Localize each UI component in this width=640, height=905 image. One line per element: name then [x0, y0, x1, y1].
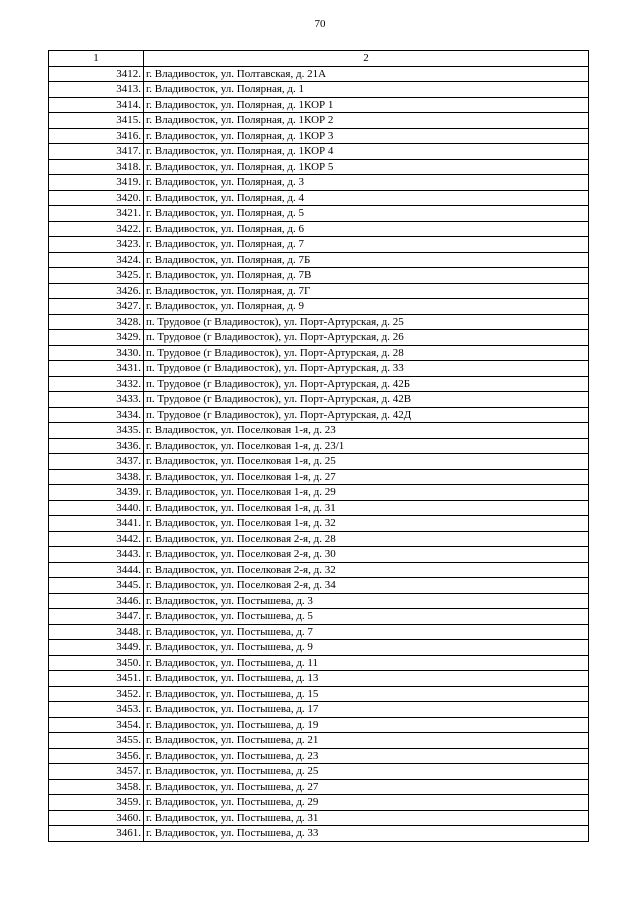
row-number: 3450. — [49, 655, 144, 671]
table-row — [49, 500, 589, 516]
row-number: 3430. — [49, 345, 144, 361]
row-number: 3435. — [49, 423, 144, 439]
table-row — [49, 826, 589, 842]
table-row — [49, 407, 589, 423]
row-number: 3449. — [49, 640, 144, 656]
row-address: г. Владивосток, ул. Полярная, д. 1КОР 2 — [144, 113, 589, 129]
row-address: г. Владивосток, ул. Полтавская, д. 21А — [144, 66, 589, 82]
page-number: 70 — [314, 18, 326, 30]
row-address: г. Владивосток, ул. Поселковая 1-я, д. 25 — [144, 454, 589, 470]
row-number: 3416. — [49, 128, 144, 144]
table-row — [49, 609, 589, 625]
row-number: 3423. — [49, 237, 144, 253]
row-number: 3439. — [49, 485, 144, 501]
header-row — [49, 51, 589, 67]
row-address: г. Владивосток, ул. Постышева, д. 27 — [144, 779, 589, 795]
row-address: г. Владивосток, ул. Полярная, д. 1КОР 3 — [144, 128, 589, 144]
row-number: 3461. — [49, 826, 144, 842]
row-address: п. Трудовое (г Владивосток), ул. Порт-Артурская, д. 42В — [144, 392, 589, 408]
row-number: 3453. — [49, 702, 144, 718]
row-number: 3447. — [49, 609, 144, 625]
table-row — [49, 66, 589, 82]
row-number: 3434. — [49, 407, 144, 423]
row-number: 3421. — [49, 206, 144, 222]
row-address: г. Владивосток, ул. Постышева, д. 9 — [144, 640, 589, 656]
row-address: г. Владивосток, ул. Полярная, д. 5 — [144, 206, 589, 222]
row-address: г. Владивосток, ул. Постышева, д. 15 — [144, 686, 589, 702]
row-address: г. Владивосток, ул. Постышева, д. 31 — [144, 810, 589, 826]
table-row — [49, 283, 589, 299]
row-address: г. Владивосток, ул. Полярная, д. 1 — [144, 82, 589, 98]
row-number: 3459. — [49, 795, 144, 811]
table-row — [49, 206, 589, 222]
row-address: г. Владивосток, ул. Постышева, д. 5 — [144, 609, 589, 625]
row-address: г. Владивосток, ул. Постышева, д. 13 — [144, 671, 589, 687]
row-address: г. Владивосток, ул. Полярная, д. 9 — [144, 299, 589, 315]
table-row — [49, 345, 589, 361]
table-row — [49, 97, 589, 113]
row-address: г. Владивосток, ул. Полярная, д. 4 — [144, 190, 589, 206]
table-body — [49, 66, 589, 841]
table-row — [49, 361, 589, 377]
table-header — [49, 51, 589, 67]
row-number: 3412. — [49, 66, 144, 82]
table-row — [49, 423, 589, 439]
table-row — [49, 779, 589, 795]
row-address: г. Владивосток, ул. Постышева, д. 21 — [144, 733, 589, 749]
row-number: 3422. — [49, 221, 144, 237]
row-address: г. Владивосток, ул. Поселковая 2-я, д. 28 — [144, 531, 589, 547]
row-address: г. Владивосток, ул. Полярная, д. 3 — [144, 175, 589, 191]
row-address: г. Владивосток, ул. Полярная, д. 1КОР 5 — [144, 159, 589, 175]
table-row — [49, 624, 589, 640]
row-address: г. Владивосток, ул. Постышева, д. 23 — [144, 748, 589, 764]
table-row — [49, 516, 589, 532]
row-number: 3457. — [49, 764, 144, 780]
row-address: г. Владивосток, ул. Постышева, д. 33 — [144, 826, 589, 842]
row-address: п. Трудовое (г Владивосток), ул. Порт-Артурская, д. 26 — [144, 330, 589, 346]
table-row — [49, 578, 589, 594]
table-row — [49, 314, 589, 330]
row-number: 3420. — [49, 190, 144, 206]
table-row — [49, 547, 589, 563]
row-number: 3417. — [49, 144, 144, 160]
row-number: 3455. — [49, 733, 144, 749]
row-number: 3460. — [49, 810, 144, 826]
row-number: 3451. — [49, 671, 144, 687]
row-address: г. Владивосток, ул. Полярная, д. 6 — [144, 221, 589, 237]
row-number: 3437. — [49, 454, 144, 470]
table-row — [49, 128, 589, 144]
row-address: г. Владивосток, ул. Постышева, д. 25 — [144, 764, 589, 780]
table-row — [49, 144, 589, 160]
row-number: 3446. — [49, 593, 144, 609]
table-row — [49, 640, 589, 656]
row-address: г. Владивосток, ул. Поселковая 2-я, д. 30 — [144, 547, 589, 563]
row-number: 3441. — [49, 516, 144, 532]
row-address: г. Владивосток, ул. Полярная, д. 7Б — [144, 252, 589, 268]
table-row — [49, 733, 589, 749]
table-row — [49, 252, 589, 268]
table-row — [49, 190, 589, 206]
row-number: 3429. — [49, 330, 144, 346]
table-row — [49, 593, 589, 609]
row-number: 3425. — [49, 268, 144, 284]
table-row — [49, 82, 589, 98]
table-row — [49, 764, 589, 780]
row-address: г. Владивосток, ул. Поселковая 1-я, д. 31 — [144, 500, 589, 516]
row-number: 3426. — [49, 283, 144, 299]
row-number: 3418. — [49, 159, 144, 175]
header-col-number: 1 — [49, 51, 144, 67]
row-number: 3414. — [49, 97, 144, 113]
table-row — [49, 810, 589, 826]
table-row — [49, 438, 589, 454]
table-row — [49, 175, 589, 191]
row-number: 3419. — [49, 175, 144, 191]
table-row — [49, 531, 589, 547]
table-row — [49, 237, 589, 253]
row-address: г. Владивосток, ул. Полярная, д. 1КОР 4 — [144, 144, 589, 160]
row-address: г. Владивосток, ул. Поселковая 2-я, д. 34 — [144, 578, 589, 594]
row-number: 3431. — [49, 361, 144, 377]
row-number: 3458. — [49, 779, 144, 795]
table-row — [49, 221, 589, 237]
row-address: г. Владивосток, ул. Поселковая 2-я, д. 32 — [144, 562, 589, 578]
row-number: 3443. — [49, 547, 144, 563]
row-address: п. Трудовое (г Владивосток), ул. Порт-Артурская, д. 25 — [144, 314, 589, 330]
row-number: 3432. — [49, 376, 144, 392]
row-number: 3436. — [49, 438, 144, 454]
table-row — [49, 268, 589, 284]
table-row — [49, 113, 589, 129]
row-number: 3442. — [49, 531, 144, 547]
header-col-address: 2 — [144, 51, 589, 67]
row-number: 3427. — [49, 299, 144, 315]
row-address: г. Владивосток, ул. Постышева, д. 11 — [144, 655, 589, 671]
row-address: п. Трудовое (г Владивосток), ул. Порт-Артурская, д. 28 — [144, 345, 589, 361]
table-row — [49, 671, 589, 687]
address-table — [48, 50, 589, 842]
row-number: 3456. — [49, 748, 144, 764]
row-address: п. Трудовое (г Владивосток), ул. Порт-Артурская, д. 42Б — [144, 376, 589, 392]
row-number: 3415. — [49, 113, 144, 129]
table-row — [49, 562, 589, 578]
table-row — [49, 159, 589, 175]
row-address: п. Трудовое (г Владивосток), ул. Порт-Артурская, д. 42Д — [144, 407, 589, 423]
row-address: г. Владивосток, ул. Полярная, д. 7Г — [144, 283, 589, 299]
table-row — [49, 330, 589, 346]
table-row — [49, 299, 589, 315]
table-row — [49, 686, 589, 702]
row-number: 3438. — [49, 469, 144, 485]
table-row — [49, 717, 589, 733]
row-number: 3445. — [49, 578, 144, 594]
table-row — [49, 454, 589, 470]
row-address: г. Владивосток, ул. Постышева, д. 17 — [144, 702, 589, 718]
table-row — [49, 795, 589, 811]
row-number: 3428. — [49, 314, 144, 330]
row-address: г. Владивосток, ул. Полярная, д. 7 — [144, 237, 589, 253]
table-row — [49, 392, 589, 408]
row-address: г. Владивосток, ул. Поселковая 1-я, д. 23/1 — [144, 438, 589, 454]
row-address: г. Владивосток, ул. Поселковая 1-я, д. 32 — [144, 516, 589, 532]
table-row — [49, 376, 589, 392]
table-row — [49, 485, 589, 501]
row-address: г. Владивосток, ул. Поселковая 1-я, д. 29 — [144, 485, 589, 501]
row-number: 3452. — [49, 686, 144, 702]
row-number: 3424. — [49, 252, 144, 268]
row-address: г. Владивосток, ул. Постышева, д. 3 — [144, 593, 589, 609]
table-row — [49, 748, 589, 764]
row-address: г. Владивосток, ул. Полярная, д. 7В — [144, 268, 589, 284]
row-number: 3444. — [49, 562, 144, 578]
table-row — [49, 655, 589, 671]
row-address: г. Владивосток, ул. Постышева, д. 29 — [144, 795, 589, 811]
row-address: г. Владивосток, ул. Постышева, д. 7 — [144, 624, 589, 640]
table-row — [49, 702, 589, 718]
row-number: 3433. — [49, 392, 144, 408]
row-number: 3448. — [49, 624, 144, 640]
row-number: 3440. — [49, 500, 144, 516]
row-number: 3413. — [49, 82, 144, 98]
row-address: г. Владивосток, ул. Поселковая 1-я, д. 27 — [144, 469, 589, 485]
table-row — [49, 469, 589, 485]
row-address: г. Владивосток, ул. Полярная, д. 1КОР 1 — [144, 97, 589, 113]
row-address: г. Владивосток, ул. Постышева, д. 19 — [144, 717, 589, 733]
row-address: г. Владивосток, ул. Поселковая 1-я, д. 23 — [144, 423, 589, 439]
row-address: п. Трудовое (г Владивосток), ул. Порт-Артурская, д. 33 — [144, 361, 589, 377]
row-number: 3454. — [49, 717, 144, 733]
